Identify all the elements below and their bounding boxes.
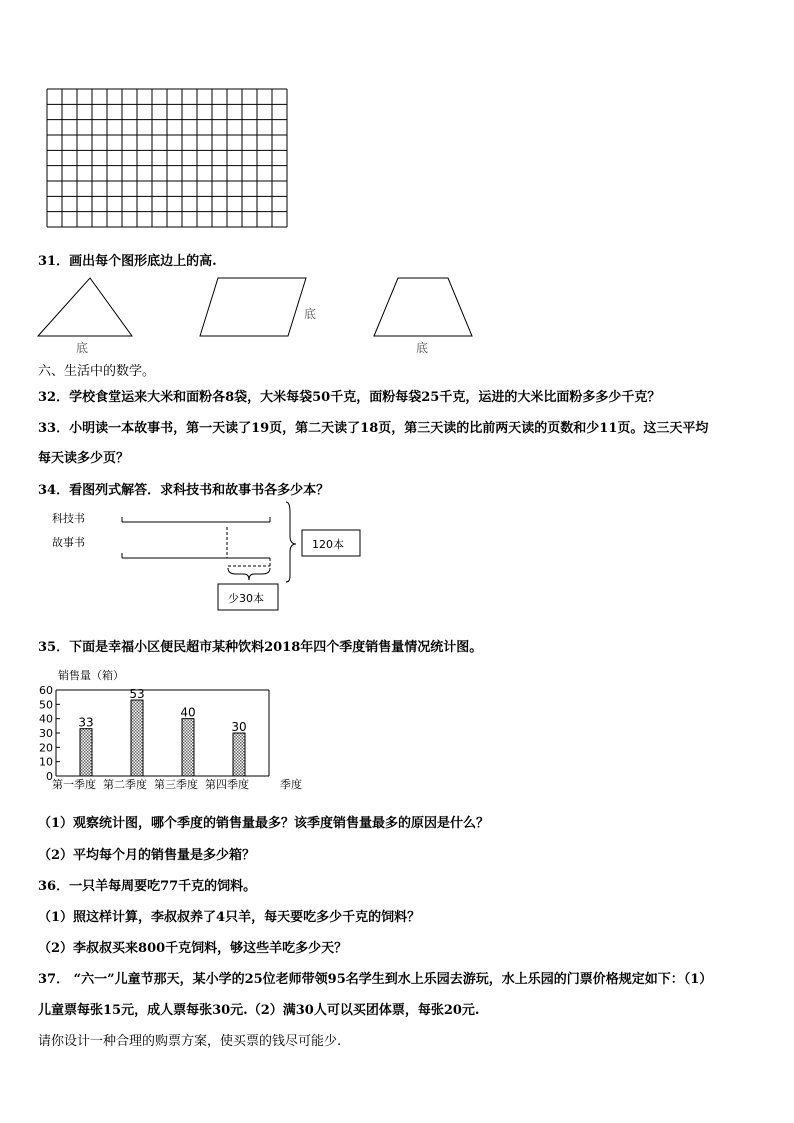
y-tick-label: 50 (39, 698, 53, 712)
trapezoid-base-label: 底 (416, 341, 429, 355)
q34-line-diagram (40, 500, 380, 615)
q32-text: 32．学校食堂运来大米和面粉各8袋，大米每袋50千克，面粉每袋25千克，运进的大米比面粉多多少千克？ (38, 390, 661, 405)
section6-title: 六、生活中的数学。 (38, 364, 156, 379)
q33-line2: 每天读多少页？ (38, 451, 130, 466)
q34-text: 34．看图列式解答．求科技书和故事书各多少本？ (38, 483, 330, 498)
category-label: 第一季度 (52, 778, 96, 791)
q36-text: 36．一只羊每周要吃77千克的饲料。 (38, 879, 257, 894)
y-tick-label: 10 (39, 755, 53, 769)
q36-sub1: （1）照这样计算，李叔叔养了4只羊，每天要吃多少千克的饲料？ (38, 910, 421, 925)
y-axis-title: 销售量（箱） (58, 669, 124, 682)
q31-figures (30, 272, 490, 356)
triangle-shape (38, 278, 132, 336)
grid-paper (46, 88, 288, 228)
difference-box-text: 少30本 (228, 592, 264, 605)
q35-text: 35．下面是幸福小区便民超市某种饮料2018年四个季度销售量情况统计图。 (38, 640, 483, 655)
q37-line3: 请你设计一种合理的购票方案，使买票的钱尽可能少. (38, 1034, 342, 1049)
q37-line1: 37． “六一”儿童节那天，某小学的25位老师带领95名学生到水上乐园去游玩，水上乐园的门票价格规定如下：（1） (38, 972, 713, 987)
parallelogram-side-label: 底 (304, 307, 317, 321)
q35-sub1: （1）观察统计图，哪个季度的销售量最多？该季度销售量最多的原因是什么？ (38, 816, 490, 831)
sales-bar-chart (36, 664, 326, 792)
category-label: 第二季度 (103, 778, 147, 791)
bar (80, 729, 92, 776)
category-label: 第四季度 (205, 778, 249, 791)
q31-text: 31．画出每个图形底边上的高. (38, 254, 217, 269)
bar-value-label: 33 (78, 715, 94, 730)
bar-value-label: 40 (180, 705, 196, 720)
y-tick-label: 60 (39, 684, 53, 697)
bar (131, 700, 143, 776)
y-tick-label: 20 (39, 741, 53, 755)
trapezoid-shape (374, 278, 472, 336)
y-tick-label: 0 (46, 770, 53, 783)
y-tick-label: 30 (39, 727, 53, 740)
bar (182, 719, 194, 776)
q35-sub2: （2）平均每个月的销售量是多少箱？ (38, 848, 256, 863)
bar-value-label: 30 (231, 720, 247, 734)
triangle-base-label: 底 (76, 341, 89, 355)
parallelogram-shape (200, 278, 306, 336)
x-axis-title: 季度 (280, 778, 302, 791)
total-box-text: 120本 (312, 538, 344, 551)
q33-line1: 33．小明读一本故事书，第一天读了19页，第二天读了18页，第三天读的比前两天读的页数和少11页。这三天平均 (38, 421, 709, 436)
category-label: 第三季度 (154, 778, 198, 791)
y-tick-label: 40 (39, 712, 53, 726)
q37-line2: 儿童票每张15元，成人票每张30元.（2）满30人可以买团体票，每张20元. (38, 1003, 480, 1018)
bar (233, 733, 245, 776)
science-books-label: 科技书 (52, 512, 85, 525)
bar-value-label: 53 (129, 687, 145, 702)
story-books-label: 故事书 (52, 536, 85, 549)
q36-sub2: （2）李叔叔买来800千克饲料，够这些羊吃多少天？ (38, 941, 348, 956)
